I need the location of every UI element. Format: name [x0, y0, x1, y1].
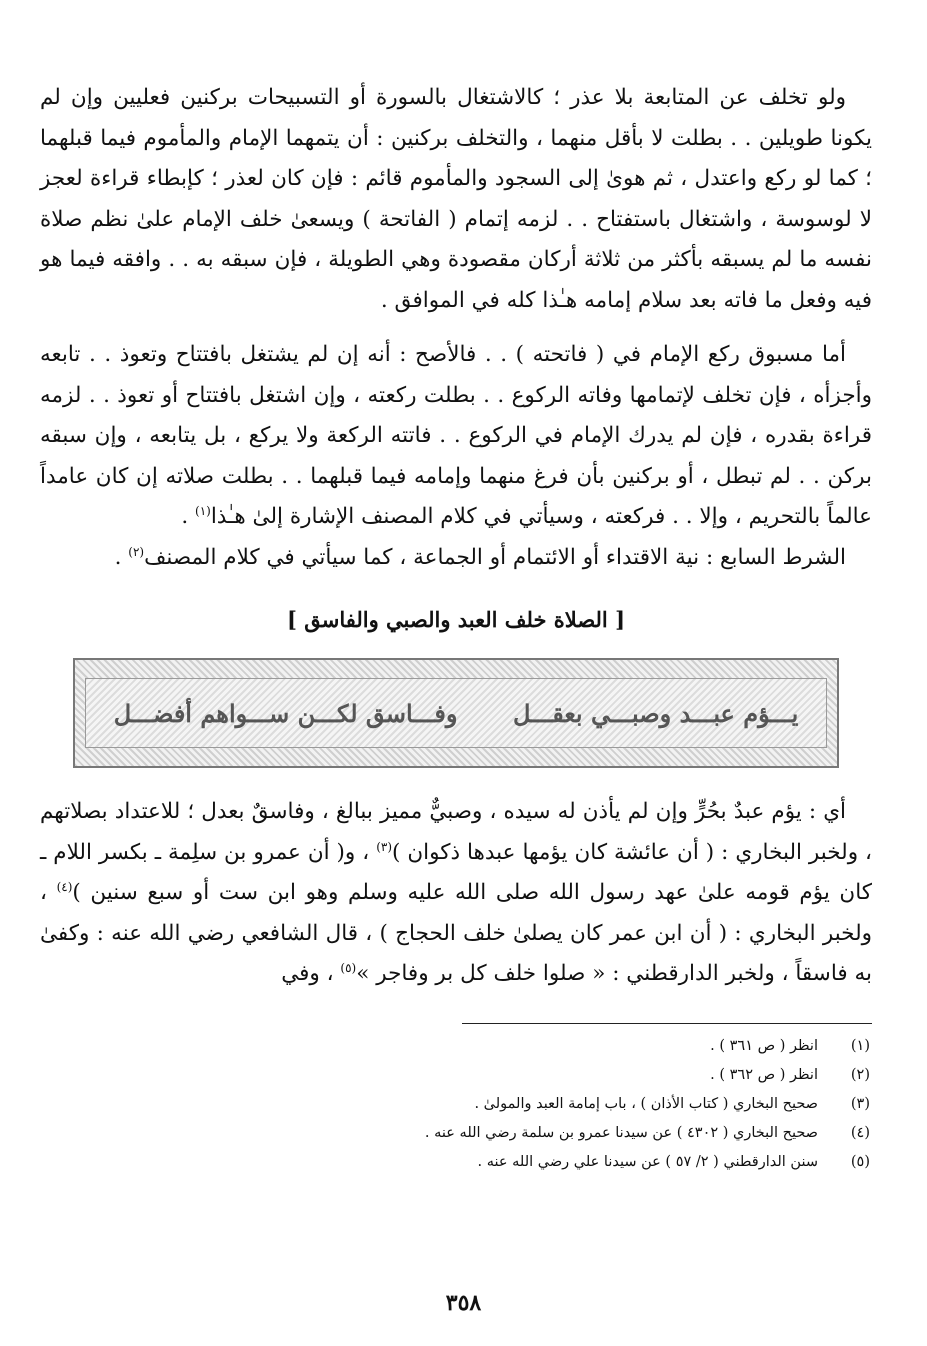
paragraph-text: أما مسبوق ركع الإمام في ( فاتحته ) . . فالأصح : أنه إن لم يشتغل بافتتاح وتعوذ . . تابعه وأجزأه ، فإن تخلف لإتمامها وفاته الركوع . . بطلت ركعته ، وإن اشتغل بافتتاح أو تعوذ . . لزمه قراءة بقدره ، فإن لم يدرك الإمام في الركوع . . فاتته الركعة ولا يركع ، بل يتابعه ، وإن سبقه بركن . . لم تبطل ، أو بركنين بأن فرغ منهما وإمامه فيما قبلهما . . بطلت صلاته إن كان عامداً عالماً بالتحريم ، وإلا . . فركعته ، وسيأتي في كلام المصنف الإشارة إلىٰ هـٰذا [40, 342, 872, 529]
verse-frame [73, 658, 839, 768]
footnote-number: (٢) [850, 1066, 870, 1083]
footnote-number: (٥) [850, 1153, 870, 1170]
footnote-text: صحيح البخاري ( ٤٣٠٢ ) عن سيدنا عمرو بن سلمة رضي الله عنه . [424, 1124, 818, 1141]
paragraph-text: ، وفي [281, 961, 341, 986]
section-heading: [ الصلاة خلف العبد والصبي والفاسق ] [286, 607, 626, 632]
footnote-text: انظر ( ص ٣٦٢ ) . [710, 1066, 818, 1083]
verse-second-hemistich: وفـــاسق لكـــن ســـواهم أفضـــل [113, 698, 458, 728]
footnote-item [40, 1061, 872, 1090]
paragraph-text: ولو تخلف عن المتابعة بلا عذر ؛ كالاشتغال بالسورة أو التسبيحات بركنين فعليين وإن لم يكونا طويلين . . بطلت لا بأقل منهما ، والتخلف بركنين : أن يتمهما الإمام والمأموم فيما قبلهما ؛ كما لو ركع واعتدل ، ثم هوىٰ إلى السجود والمأموم قائم : فإن كان لعذر ؛ كإبطاء قراءة لعجز لا لوسوسة ، واشتغال باستفتاح . . لزمه إتمام ( الفاتحة ) ويسعىٰ خلف الإمام علىٰ نظم صلاة نفسه ما لم يسبقه بأكثر من ثلاثة أركان مقصودة وهي الطويلة ، فإن سبقه به . . وافقه فيما هو فيه وفعل ما فاته بعد سلام إمامه هـٰذا كله في الموافق . [40, 85, 872, 313]
footnote-ref-1[interactable]: (١) [195, 503, 211, 518]
page-body [40, 78, 872, 1177]
footnote-item [40, 1090, 872, 1119]
footnote-ref-2[interactable]: (٢) [128, 544, 145, 559]
paragraph-text: ، ولخبر البخاري : ( أن ابن عمر كان يصلىٰ خلف الحجاج ) ، قال الشافعي رضي الله عنه : وكفىٰ به فاسقاً ، ولخبر الدارقطني : « صلوا خلف كل بر وفاجر » [40, 880, 872, 986]
footnote-number: (١) [850, 1037, 870, 1054]
page-number: ٣٥٨ [445, 1290, 482, 1316]
footnote-item [40, 1032, 872, 1061]
footnote-number: (٣) [850, 1095, 870, 1112]
verse-inner-frame [85, 678, 827, 748]
paragraph-text: الشرط السابع : نية الاقتداء أو الائتمام أو الجماعة ، كما سيأتي في كلام المصنف [144, 544, 846, 570]
paragraph-following-imam [40, 78, 872, 321]
footnotes-list [40, 1032, 872, 1177]
paragraph-text: ، و( أن عمرو بن سلِمة ـ بكسر اللام ـ كان يؤم قومه علىٰ عهد رسول الله صلى الله عليه وسلم وهو ابن ست أو سبع سنين ) [40, 839, 872, 905]
paragraph-verse-commentary [40, 792, 872, 995]
paragraph-text-end: . [181, 504, 195, 529]
footnote-divider [462, 1023, 872, 1024]
footnote-ref-3[interactable]: (٣) [376, 839, 393, 854]
footnote-ref-5[interactable]: (٥) [340, 960, 357, 975]
paragraph-text-end: . [114, 544, 129, 570]
paragraph-masbuq [40, 335, 872, 538]
footnote-item [40, 1119, 872, 1148]
verse-first-hemistich: يـــؤم عبـــد وصبـــي بعقـــل [512, 698, 799, 728]
footnote-text: صحيح البخاري ( كتاب الأذان ) ، باب إمامة العبد والمولىٰ . [474, 1095, 818, 1112]
footnote-number: (٤) [850, 1124, 870, 1141]
footnote-item [40, 1148, 872, 1177]
paragraph-seventh-condition [40, 538, 872, 579]
footnote-ref-4[interactable]: (٤) [56, 879, 73, 894]
footnote-text: سنن الدارقطني ( ٢/ ٥٧ ) عن سيدنا علي رضي الله عنه . [477, 1153, 818, 1170]
footnote-text: انظر ( ص ٣٦١ ) . [710, 1037, 818, 1054]
paragraph-text: أي : يؤم عبدٌ بحُرٍّ وإن لم يأذن له سيده ، وصبيٌّ مميز ببالغ ، وفاسقٌ بعدل ؛ للاعتداد بصلاتهم ، ولخبر البخاري : ( أن عائشة كان يؤمها عبدها ذكوان ) [40, 799, 872, 865]
